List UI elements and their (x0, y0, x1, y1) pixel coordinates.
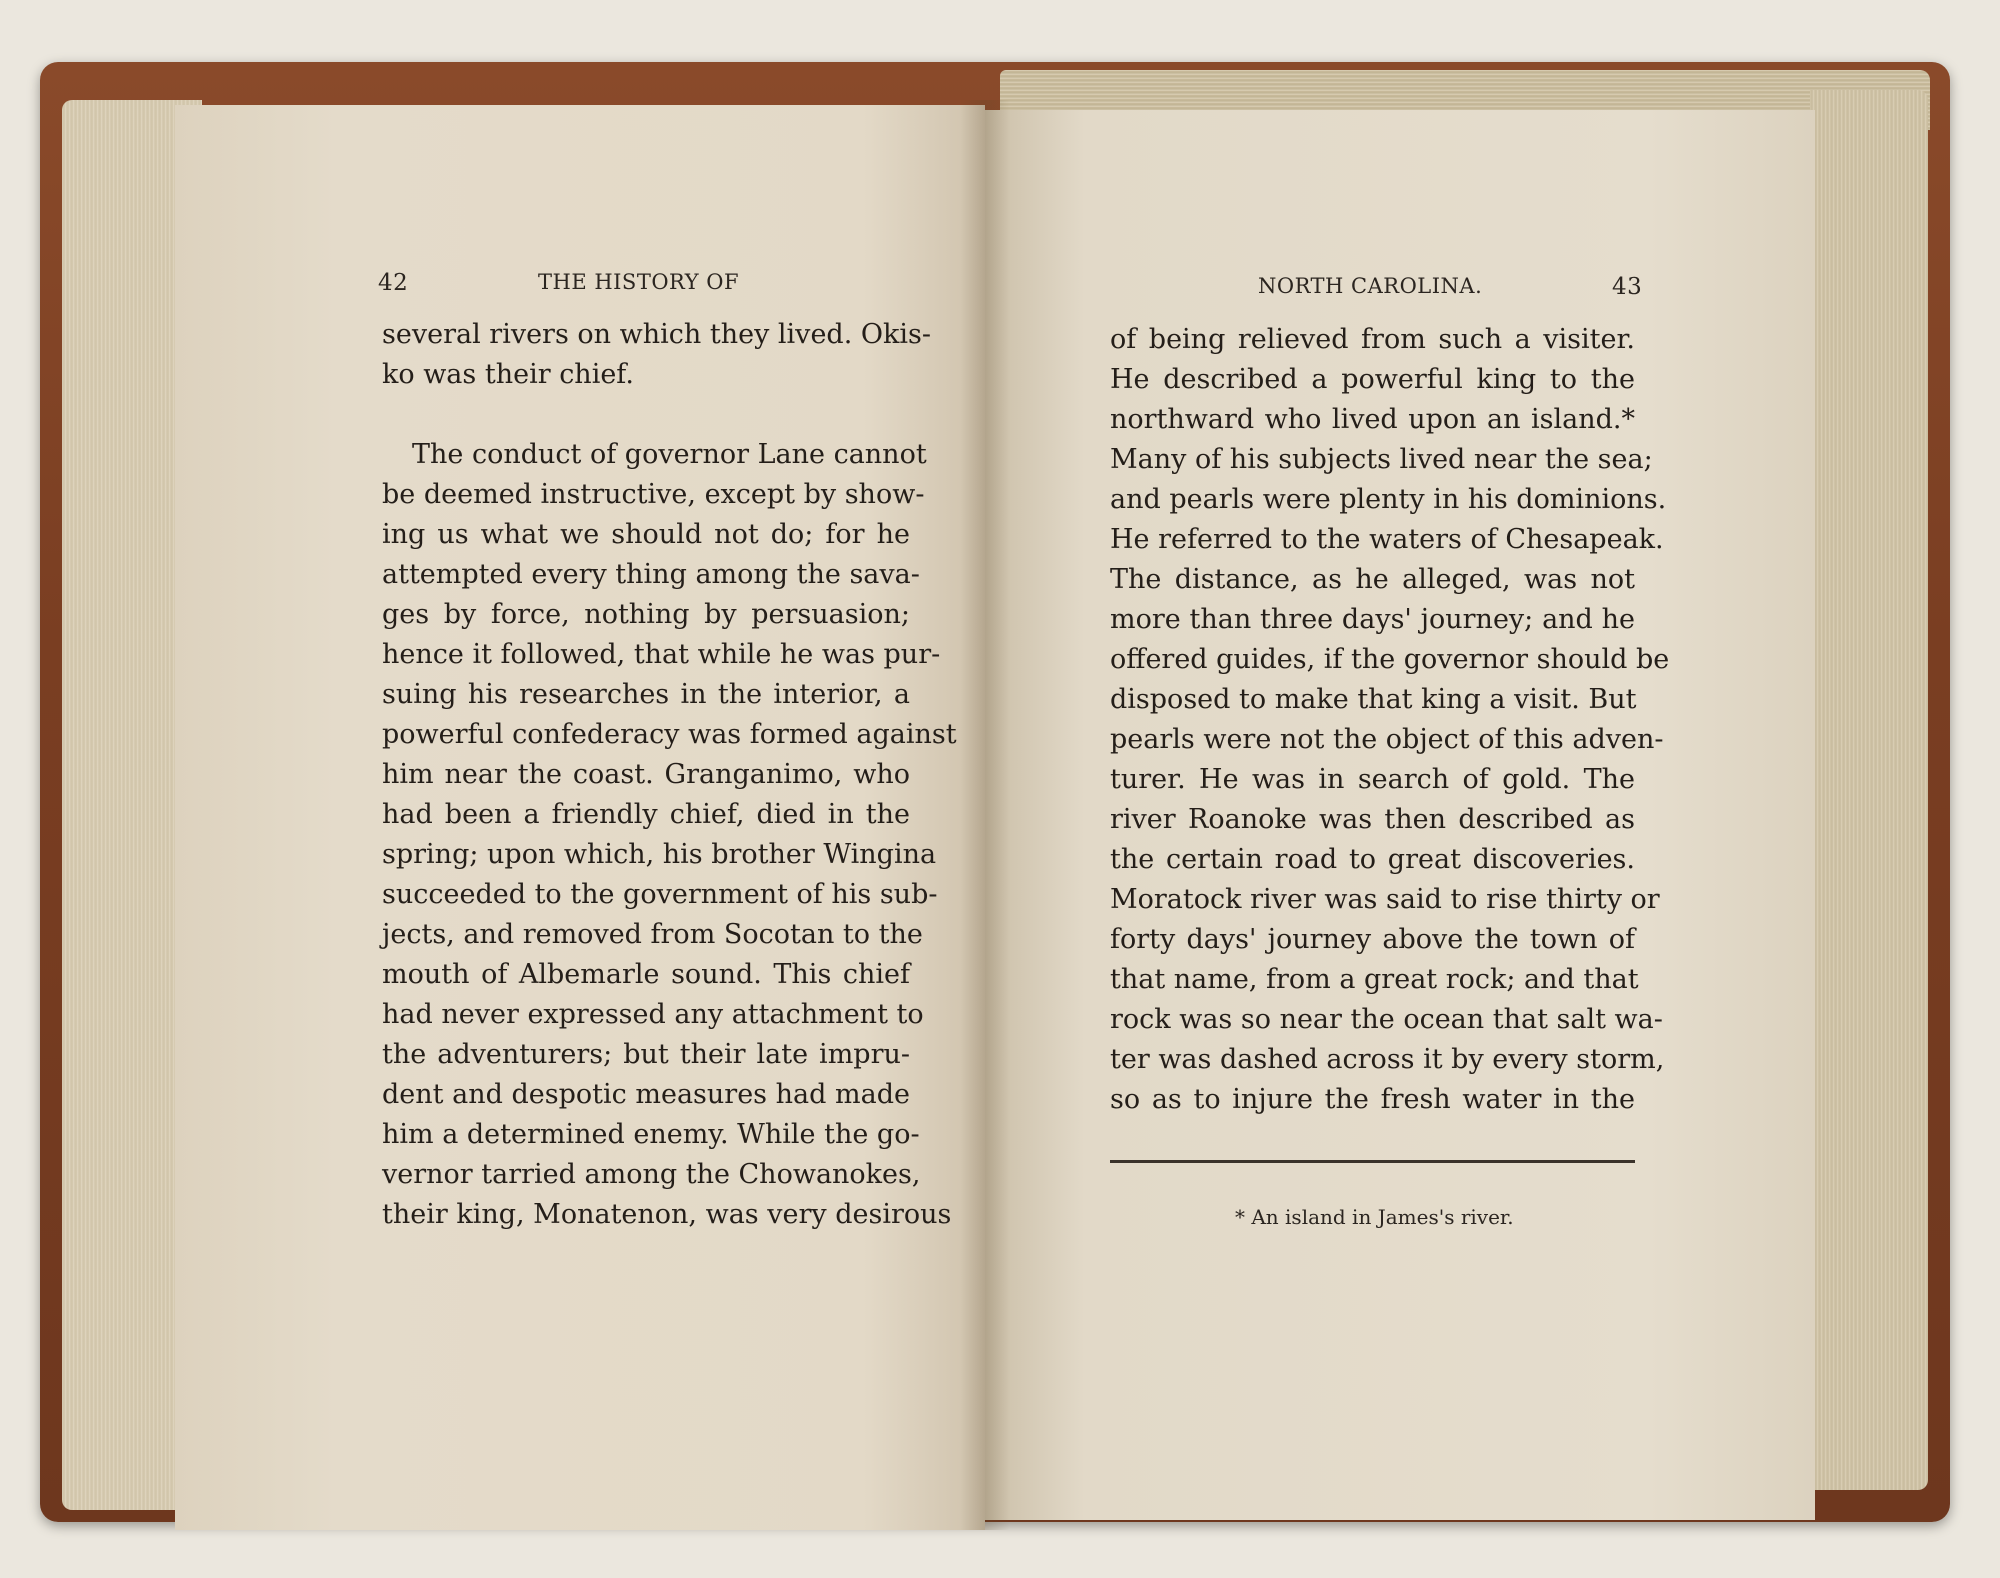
text-line: northward who lived upon an island.* (1110, 404, 1635, 435)
text-line: pearls were not the object of this adven- (1110, 724, 1664, 755)
text-line: spring; upon which, his brother Wingina (382, 839, 937, 870)
text-line: that name, from a great rock; and that (1110, 964, 1639, 995)
text-line: disposed to make that king a visit. But (1110, 684, 1637, 715)
text-line: The distance, as he alleged, was not (1110, 564, 1635, 595)
text-line: vernor tarried among the Chowanokes, (382, 1159, 921, 1190)
text-line: had been a friendly chief, died in the (382, 799, 910, 830)
book-gutter (960, 100, 1010, 1530)
text-line: turer. He was in search of gold. The (1110, 764, 1635, 795)
right-page-number: 43 (1612, 274, 1643, 300)
page-edges-right (1810, 90, 1928, 1490)
left-running-head: THE HISTORY OF (538, 270, 740, 294)
text-line: the certain road to great discoveries. (1110, 844, 1635, 875)
left-body-text (382, 315, 957, 1235)
text-line: ko was their chief. (382, 359, 634, 390)
text-line: jects, and removed from Socotan to the (382, 919, 923, 950)
text-line: succeeded to the government of his sub- (382, 879, 938, 910)
text-line: and pearls were plenty in his dominions. (1110, 484, 1667, 515)
right-body-text (1110, 320, 1670, 1120)
text-line: be deemed instructive, except by show- (382, 479, 925, 510)
text-line: hence it followed, that while he was pur- (382, 639, 941, 670)
text-line: the adventurers; but their late impru- (382, 1039, 910, 1070)
text-line: suing his researches in the interior, a (382, 679, 910, 710)
text-line: ing us what we should not do; for he (382, 519, 910, 550)
text-line: mouth of Albemarle sound. This chief (382, 959, 910, 990)
text-line: forty days' journey above the town of (1110, 924, 1635, 955)
text-line: their king, Monatenon, was very desirous (382, 1199, 952, 1230)
text-line: river Roanoke was then described as (1110, 804, 1635, 835)
text-line: He referred to the waters of Chesapeak. (1110, 524, 1664, 555)
footnote: * An island in James's river. (1235, 1205, 1514, 1229)
text-line: powerful confederacy was formed against (382, 719, 957, 750)
text-line: offered guides, if the governor should be (1110, 644, 1670, 675)
footnote-rule (1110, 1160, 1635, 1163)
text-line: Moratock river was said to rise thirty or (1110, 884, 1660, 915)
text-line: ges by force, nothing by persuasion; (382, 599, 910, 630)
right-running-head: NORTH CAROLINA. (1258, 274, 1483, 298)
text-line: him near the coast. Granganimo, who (382, 759, 910, 790)
text-line: several rivers on which they lived. Okis- (382, 319, 931, 350)
text-line: rock was so near the ocean that salt wa- (1110, 1004, 1663, 1035)
left-page-number: 42 (378, 270, 409, 296)
text-line: had never expressed any attachment to (382, 999, 924, 1030)
paragraph-gap (382, 395, 910, 435)
text-line: of being relieved from such a visiter. (1110, 324, 1635, 355)
text-line: He described a powerful king to the (1110, 364, 1635, 395)
text-line: more than three days' journey; and he (1110, 604, 1635, 635)
text-line: dent and despotic measures had made (382, 1079, 910, 1110)
text-line: so as to injure the fresh water in the (1110, 1084, 1635, 1115)
text-line: attempted every thing among the sava- (382, 559, 920, 590)
text-line: him a determined enemy. While the go- (382, 1119, 920, 1150)
text-line: The conduct of governor Lane cannot (412, 439, 927, 470)
text-line: Many of his subjects lived near the sea; (1110, 444, 1653, 475)
text-line: ter was dashed across it by every storm, (1110, 1044, 1665, 1075)
